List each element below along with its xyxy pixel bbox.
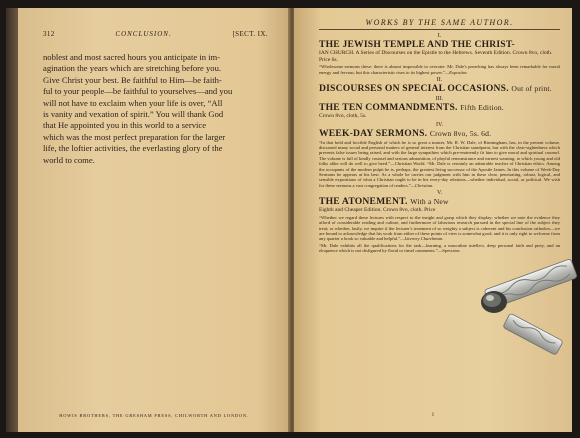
entry-title-text: THE TEN COMMANDMENTS. [319,102,458,113]
entry-title-text: THE ATONEMENT. [319,196,408,208]
review-text: “In that bold and forcible English of which he is so great a master, Mr. R. W. Dale, of Birmingham, has, in the present volume, discussed many social and personal matters of general interest from the Christian standpoint, but with the clear-sightedness which prevents false issues being raised, and with the large sympathies which pre-eminently fit him to give moral and spiritual counsel. The volume is full of kindly counsel and serious admonition, of playful remonstrance and earnest warning, to which young and old folks alike will do well to give heed.”—Christian World. “Mr. Dale is certainly an admirable teacher of Christian ethics. Among the occupants of the modern pulpit he is, perhaps, the greatest living successor of the Apostle James. In this volume of Week-Day Sermons he appears at his best. As a whole he carries our judgment with him in these clear, penetrating, robust, logical, and sensible expositions of what a Christian ought to be in his every-day relations—whether individual, social, or political. We wish for these sermons a vast congregation of readers.” [319,139,560,188]
text-line: life, the loftier activities, the everlasting glory of the [43,143,223,154]
review-source: —Christian. [410,182,434,188]
left-running-title: CONCLUSION. [115,30,172,38]
work-entry [319,190,560,253]
entry-review: “Mr. Dale exhibits all the qualifications for the task—learning, a masculine intellect, deep personal faith and piety, and an eloquence which is not disfigured by florid or tinsel ornaments.”—Spectator. [319,242,560,254]
entry-numeral: II. [436,77,443,83]
text-line: noblest and most sacred hours you anticipate in im- [43,52,221,62]
text-line: world to come. [43,154,95,165]
text-line: which was the most perfect preparation for the larger [43,131,226,142]
left-page [18,8,290,432]
entry-title-tail: Out of print. [511,84,552,93]
work-entry [319,33,560,75]
entry-subtitle: IAN CHURCH. A Series of Discourses on the Epistle to the Hebrews. Seventh Edition. Crown 8vo, cloth. Price 6s. [319,50,553,63]
entry-review [319,140,560,189]
entry-review [319,215,560,242]
left-running-head [43,30,268,38]
right-page [294,8,572,432]
text-line: that He appointed you in this world to a service [43,120,207,131]
text-line: Give Christ your best. Be faithful to Him—be faith- [43,74,222,85]
page-edges [6,8,18,432]
work-entry [319,122,560,189]
review-text: “Whether we regard these lectures with respect to the insight and grasp which they display; whether we note the evidence they afford of considerable reading and culture, and furthermore of laborious research pursued in the special line of the subject they treat; or whether, lastly, we inquire if the lecturer's treatment of so weighty a subject is coherent and his conclusion orthodox—we are bound to acknowledge that his work from either of these points of view is somewhat good, and it is only right to welcome from any quarter a book so valuable and helpful.” [319,214,560,242]
entry-title-text: THE JEWISH TEMPLE AND THE CHRIST- [319,39,515,50]
entry-title [319,103,560,113]
left-chapter-ref: [SECT. IX. [232,30,268,38]
entry-subtitle: Crown 8vo, cloth, 5s. [319,113,367,119]
entry-title [319,40,560,50]
entry-subtitle: Eighth and Cheaper Edition. Crown 8vo, cloth. Price [319,207,436,214]
entry-title-text: WEEK-DAY SERMONS. [319,127,428,139]
work-entry [319,96,560,120]
printer-imprint: HOWIS BROTHERS, THE GRESHAM PRESS, CHILWORTH AND LONDON. [59,413,249,418]
entry-numeral: I. [437,33,442,39]
review-source: —Expositor. [445,69,468,75]
works-header: WORKS BY THE SAME AUTHOR. [365,18,514,27]
entry-title [319,129,560,139]
entry-title-tail: Fifth Edition. [460,103,504,112]
entry-numeral: V. [436,190,443,197]
entry-review [319,64,560,75]
left-body-text [43,52,268,166]
header-rule [319,29,560,30]
text-line: agination the years which are stretching before you. [43,63,222,74]
entry-title-text: DISCOURSES ON SPECIAL OCCASIONS. [319,83,509,94]
entry-numeral: IV. [435,121,444,128]
entry-title-tail: Crown 8vo, 5s. 6d. [429,128,492,138]
left-page-number: 312 [43,30,55,38]
text-line: will not have to exclaim when your life is over, “All [43,97,223,108]
open-book [6,8,578,432]
right-folio: I [432,413,434,418]
review-text: “Wholesome sermons these: there is almost impossible to overrate. Mr. Dale's preaching has always been remarkable for moral energy and fervour, but this characteristic rises to its highest power.” [319,64,560,75]
work-entry [319,77,560,94]
entry-title-tail: With a New [410,197,449,207]
text-line: ful to your people—be faithful to yourselves—and you [43,86,233,97]
entry-title [319,84,560,94]
works-list [319,33,560,254]
text-line: is vanity and vexation of spirit.” You will thank God [43,109,224,120]
entry-title [319,197,560,207]
entry-numeral: III. [435,96,444,102]
review-source: —Literary Churchman. [400,236,444,242]
